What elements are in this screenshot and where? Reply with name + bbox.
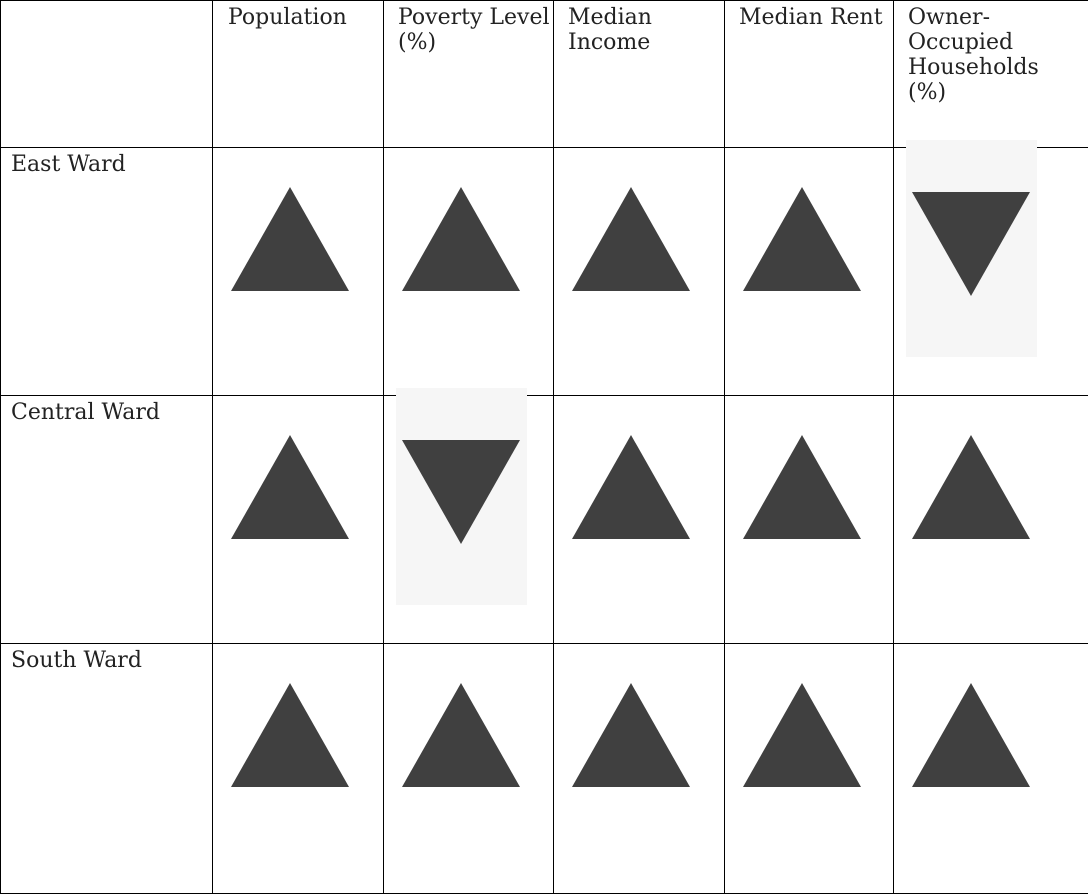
triangle-up-icon-shape	[231, 435, 349, 539]
highlight-box	[396, 388, 527, 605]
table-row	[1, 644, 1088, 894]
column-header-population	[213, 1, 384, 148]
triangle-up-icon	[231, 435, 349, 539]
triangle-up-icon-shape	[231, 683, 349, 787]
indicator-box	[906, 388, 1037, 605]
row-header-central-ward	[1, 396, 213, 644]
triangle-up-icon-shape	[402, 683, 520, 787]
triangle-up-icon	[743, 187, 861, 291]
triangle-up-icon	[231, 683, 349, 787]
triangle-down-icon	[912, 192, 1030, 296]
trend-indicator	[213, 396, 383, 643]
trend-indicator	[384, 396, 553, 643]
row-label: South Ward	[1, 644, 212, 673]
indicator-box	[225, 388, 356, 605]
indicator-box	[566, 140, 697, 357]
trend-indicator	[725, 148, 893, 395]
row-label: Central Ward	[1, 396, 212, 425]
column-header-poverty-level	[384, 1, 554, 148]
indicator-box	[225, 140, 356, 357]
row-header-south-ward	[1, 644, 213, 894]
triangle-up-icon-shape	[402, 187, 520, 291]
trend-cell	[725, 396, 894, 644]
indicator-box	[566, 388, 697, 605]
trend-cell	[213, 148, 384, 396]
indicator-box	[396, 636, 527, 853]
indicator-box	[225, 636, 356, 853]
row-label: East Ward	[1, 148, 212, 177]
trend-indicator	[894, 644, 1088, 893]
triangle-up-icon	[912, 435, 1030, 539]
indicator-box	[737, 140, 868, 357]
triangle-up-icon	[231, 187, 349, 291]
header-row	[1, 1, 1088, 148]
trend-cell	[384, 396, 554, 644]
triangle-up-icon-shape	[572, 435, 690, 539]
trend-cell	[894, 396, 1088, 644]
trend-cell	[213, 396, 384, 644]
corner-label	[1, 1, 212, 5]
trend-cell	[384, 148, 554, 396]
trend-indicator	[213, 644, 383, 893]
column-header-owner-occupied	[894, 1, 1088, 148]
table-row	[1, 148, 1088, 396]
trend-cell	[554, 644, 725, 894]
trend-indicator	[213, 148, 383, 395]
triangle-up-icon-shape	[743, 187, 861, 291]
column-header-label: Owner-Occupied Households (%)	[894, 1, 1088, 105]
trend-cell	[554, 396, 725, 644]
trend-indicator	[894, 396, 1088, 643]
column-header-label: Poverty Level (%)	[384, 1, 553, 55]
triangle-up-icon-shape	[743, 683, 861, 787]
indicator-box	[396, 140, 527, 357]
trend-cell	[894, 148, 1088, 396]
triangle-up-icon-shape	[231, 187, 349, 291]
trend-cell	[213, 644, 384, 894]
triangle-down-icon-shape	[912, 192, 1030, 296]
trend-cell	[894, 644, 1088, 894]
trend-indicator	[384, 644, 553, 893]
indicator-box	[737, 388, 868, 605]
triangle-up-icon-shape	[572, 187, 690, 291]
column-header-median-rent	[725, 1, 894, 148]
triangle-up-icon-shape	[912, 683, 1030, 787]
triangle-up-icon-shape	[743, 435, 861, 539]
corner-cell	[1, 1, 213, 148]
table-row	[1, 396, 1088, 644]
triangle-up-icon-shape	[572, 683, 690, 787]
triangle-up-icon	[572, 683, 690, 787]
trend-cell	[384, 644, 554, 894]
triangle-up-icon	[743, 435, 861, 539]
trend-indicator	[725, 396, 893, 643]
trend-indicator	[554, 396, 724, 643]
column-header-label: Population	[213, 1, 383, 30]
trend-indicator	[554, 644, 724, 893]
triangle-up-icon-shape	[912, 435, 1030, 539]
column-header-label: Median Income	[554, 1, 724, 55]
trend-indicator	[894, 148, 1088, 395]
row-header-east-ward	[1, 148, 213, 396]
trend-cell	[725, 644, 894, 894]
triangle-up-icon	[402, 187, 520, 291]
triangle-down-icon	[402, 440, 520, 544]
triangle-up-icon	[743, 683, 861, 787]
trend-indicator	[384, 148, 553, 395]
triangle-down-icon-shape	[402, 440, 520, 544]
column-header-median-income	[554, 1, 725, 148]
trend-indicator	[554, 148, 724, 395]
triangle-up-icon	[572, 187, 690, 291]
trend-cell	[725, 148, 894, 396]
trend-cell	[554, 148, 725, 396]
triangle-up-icon	[402, 683, 520, 787]
indicator-box	[566, 636, 697, 853]
indicator-box	[737, 636, 868, 853]
highlight-box	[906, 140, 1037, 357]
triangle-up-icon	[572, 435, 690, 539]
triangle-up-icon	[912, 683, 1030, 787]
trend-indicator	[725, 644, 893, 893]
indicator-box	[906, 636, 1037, 853]
column-header-label: Median Rent	[725, 1, 893, 30]
